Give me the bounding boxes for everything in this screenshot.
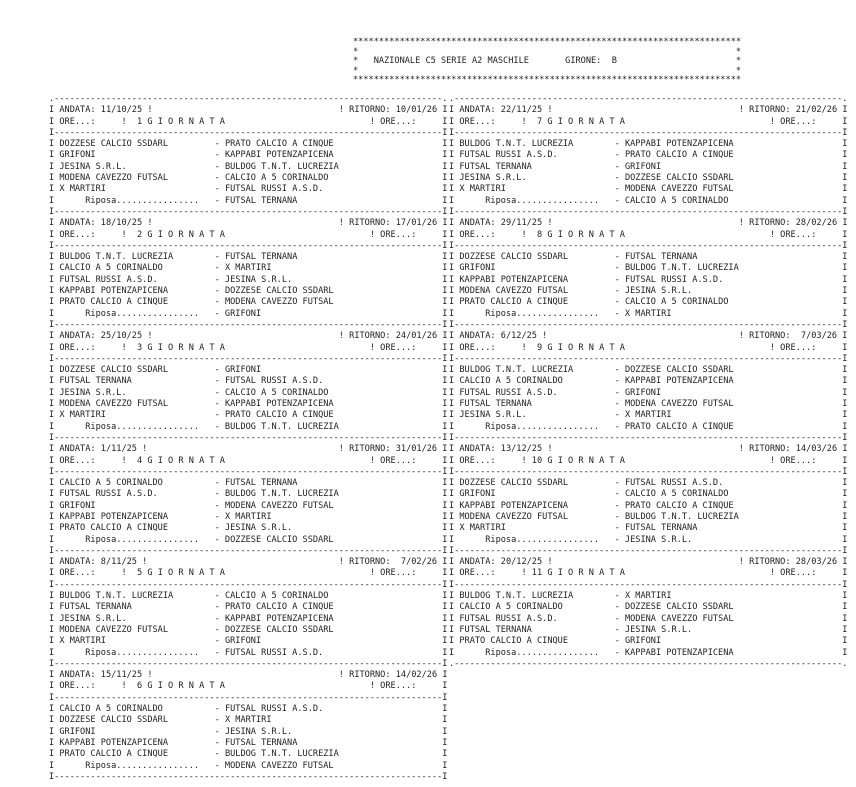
ritorno-date: 17/01/26 <box>395 218 438 229</box>
andata-date: 13/12/25 <box>500 444 543 455</box>
andata-date: 18/10/25 <box>100 218 143 229</box>
andata-label: ANDATA: <box>59 670 96 681</box>
championship-title: NAZIONALE C5 SERIE A2 MASCHILE <box>373 56 529 67</box>
home-team: X MARTIRI <box>459 184 506 195</box>
riposa-label: Riposa................ <box>485 647 600 658</box>
away-team: FUTSAL TERNANA <box>224 478 298 489</box>
ritorno-date: 28/02/26 <box>795 218 838 229</box>
home-team: BULDOG T.N.T. LUCREZIA <box>459 139 574 150</box>
home-team: FUTSAL RUSSI A.S.D. <box>459 387 558 398</box>
girone-label: GIRONE: <box>565 56 602 67</box>
away-team: MODENA CAVEZZO FUTSAL <box>224 297 334 308</box>
home-team: FUTSAL RUSSI A.S.D. <box>459 150 558 161</box>
ritorno-date: 7/02/26 <box>400 557 438 568</box>
andata-date: 29/11/25 <box>500 218 543 229</box>
away-team: DOZZESE CALCIO SSDARL <box>224 624 334 635</box>
away-team: MODENA CAVEZZO FUTSAL <box>224 500 334 511</box>
giornata-word: G I O R N A T A <box>547 342 625 353</box>
away-team: FUTSAL TERNANA <box>624 252 698 263</box>
home-team: CALCIO A 5 CORINALDO <box>459 376 563 387</box>
ore-label: ORE...: <box>459 568 496 579</box>
ritorno-label: RITORNO: <box>349 105 391 116</box>
giornate-column-left: .---------------------------------------------------------------------------. I ANDATA: 11/10/25 ! ! RITORNO: 10/01/26 I I ORE...: ! 1 G I O R N A T A ! ORE...: I I---------------------------------------------------------------------------I I DOZZESE CALCIO SSDARL - PRATO CALCIO A CINQUE I I GRIFONI - KAPPABI POTENZAPICENA I I JESINA S.R.L. - BULDOG T.N.T. LUCREZIA I I MODENA CAVEZZO FUTSAL - CALCIO A 5 CORINALDO I I X MARTIRI - FUTSAL RUSSI A.S.D. I I Riposa................ - FUTSAL TERNANA I I---------------------------------------------------------------------------I I ANDATA: 18/10/25 ! ! RITORNO: 17/01/26 I I ORE...: ! 2 G I O R N A T A ! ORE...: I I---------------------------------------------------------------------------I I BULDOG T.N.T. LUCREZIA - FUTSAL TERNANA I I CALCIO A 5 CORINALDO - X MARTIRI I I FUTSAL RUSSI A.S.D. - JESINA S.R.L. I I KAPPABI POTENZAPICENA - DOZZESE CALCIO SSDARL I I PRATO CALCIO A CINQUE - MODENA CAVEZZO FUTSAL I I Riposa................ - GRIFONI I I---------------------------------------------------------------------------I I ANDATA: 25/10/25 ! ! RITORNO: 24/01/26 I I ORE...: ! 3 G I O R N A T A ! ORE...: I I---------------------------------------------------------------------------I I DOZZESE CALCIO SSDARL - GRIFONI I I FUTSAL TERNANA - FUTSAL RUSSI A.S.D. I I JESINA S.R.L. - CALCIO A 5 CORINALDO I I MODENA CAVEZZO FUTSAL - KAPPABI POTENZAPICENA I I X MARTIRI - PRATO CALCIO A CINQUE I I Riposa................ - BULDOG T.N.T. LUCREZIA I I---------------------------------------------------------------------------I I ANDATA: 1/11/25 ! ! RITORNO: 31/01/26 I I ORE...: ! 4 G I O R N A T A ! ORE...: I I---------------------------------------------------------------------------I I CALCIO A 5 CORINALDO - FUTSAL TERNANA I I FUTSAL RUSSI A.S.D. - BULDOG T.N.T. LUCREZIA I I GRIFONI - MODENA CAVEZZO FUTSAL I I KAPPABI POTENZAPICENA - X MARTIRI I I PRATO CALCIO A CINQUE - JESINA S.R.L. I I Riposa................ - DOZZESE CALCIO SSDARL I I---------------------------------------------------------------------------I I ANDATA: 8/11/25 ! ! RITORNO: 7/02/26 I I ORE...: ! 5 G I O R N A T A ! ORE...: I I---------------------------------------------------------------------------I I BULDOG T.N.T. LUCREZIA - CALCIO A 5 CORINALDO I I FUTSAL TERNANA - PRATO CALCIO A CINQUE I I JESINA S.R.L. - KAPPABI POTENZAPICENA I I MODENA CAVEZZO FUTSAL - DOZZESE CALCIO SSDARL I I X MARTIRI - GRIFONI I I Riposa................ - FUTSAL RUSSI A.S.D. I I---------------------------------------------------------------------------I I ANDATA: 15/11/25 ! ! RITORNO: 14/02/26 I I ORE...: ! 6 G I O R N A T A ! ORE...: I I---------------------------------------------------------------------------I I CALCIO A 5 CORINALDO - FUTSAL RUSSI A.S.D. I I DOZZESE CALCIO SSDARL - X MARTIRI I I GRIFONI - JESINA S.R.L. I I KAPPABI POTENZAPICENA - FUTSAL TERNANA I I PRATO CALCIO A CINQUE - BULDOG T.N.T. LUCREZIA I I Riposa................ - MODENA CAVEZZO FUTSAL I I---------------------------------------------------------------------------I <box>49 94 448 782</box>
giornate-column-right: .---------------------------------------------------------------------------. I ANDATA: 22/11/25 ! ! RITORNO: 21/02/26 I I ORE...: ! 7 G I O R N A T A ! ORE...: I I---------------------------------------------------------------------------I I BULDOG T.N.T. LUCREZIA - KAPPABI POTENZAPICENA I I FUTSAL RUSSI A.S.D. - PRATO CALCIO A CINQUE I I FUTSAL TERNANA - GRIFONI I I JESINA S.R.L. - DOZZESE CALCIO SSDARL I I X MARTIRI - MODENA CAVEZZO FUTSAL I I Riposa................ - CALCIO A 5 CORINALDO I I---------------------------------------------------------------------------I I ANDATA: 29/11/25 ! ! RITORNO: 28/02/26 I I ORE...: ! 8 G I O R N A T A ! ORE...: I I---------------------------------------------------------------------------I I DOZZESE CALCIO SSDARL - FUTSAL TERNANA I I GRIFONI - BULDOG T.N.T. LUCREZIA I I KAPPABI POTENZAPICENA - FUTSAL RUSSI A.S.D. I I MODENA CAVEZZO FUTSAL - JESINA S.R.L. I I PRATO CALCIO A CINQUE - CALCIO A 5 CORINALDO I I Riposa................ - X MARTIRI I I---------------------------------------------------------------------------I I ANDATA: 6/12/25 ! ! RITORNO: 7/03/26 I I ORE...: ! 9 G I O R N A T A ! ORE...: I I---------------------------------------------------------------------------I I BULDOG T.N.T. LUCREZIA - DOZZESE CALCIO SSDARL I I CALCIO A 5 CORINALDO - KAPPABI POTENZAPICENA I I FUTSAL RUSSI A.S.D. - GRIFONI I I FUTSAL TERNANA - MODENA CAVEZZO FUTSAL I I JESINA S.R.L. - X MARTIRI I I Riposa................ - PRATO CALCIO A CINQUE I I---------------------------------------------------------------------------I I ANDATA: 13/12/25 ! ! RITORNO: 14/03/26 I I ORE...: ! 10 G I O R N A T A ! ORE...: I I---------------------------------------------------------------------------I I DOZZESE CALCIO SSDARL - FUTSAL RUSSI A.S.D. I I GRIFONI - CALCIO A 5 CORINALDO I I KAPPABI POTENZAPICENA - PRATO CALCIO A CINQUE I I MODENA CAVEZZO FUTSAL - BULDOG T.N.T. LUCREZIA I I X MARTIRI - FUTSAL TERNANA I I Riposa................ - JESINA S.R.L. I I---------------------------------------------------------------------------I I ANDATA: 20/12/25 ! ! RITORNO: 28/03/26 I I ORE...: ! 11 G I O R N A T A ! ORE...: I I---------------------------------------------------------------------------I I BULDOG T.N.T. LUCREZIA - X MARTIRI I I CALCIO A 5 CORINALDO - DOZZESE CALCIO SSDARL I I FUTSAL RUSSI A.S.D. - MODENA CAVEZZO FUTSAL I I FUTSAL TERNANA - JESINA S.R.L. I I PRATO CALCIO A CINQUE - GRIFONI I I Riposa................ - KAPPABI POTENZAPICENA I .---------------------------------------------------------------------------. <box>449 94 848 669</box>
away-team: GRIFONI <box>224 636 262 647</box>
ore-label: ORE...: <box>380 681 417 692</box>
home-team: CALCIO A 5 CORINALDO <box>59 263 163 274</box>
giornata-word: G I O R N A T A <box>147 342 225 353</box>
ore-label: ORE...: <box>780 455 817 466</box>
ore-label: ORE...: <box>780 116 817 127</box>
andata-date: 8/11/25 <box>100 557 137 568</box>
andata-label: ANDATA: <box>459 218 496 229</box>
riposa-team: KAPPABI POTENZAPICENA <box>624 647 734 658</box>
ritorno-label: RITORNO: <box>749 105 791 116</box>
andata-date: 25/10/25 <box>100 331 143 342</box>
home-team: GRIFONI <box>459 489 496 500</box>
riposa-team: X MARTIRI <box>624 308 672 319</box>
home-team: FUTSAL RUSSI A.S.D. <box>59 489 158 500</box>
ritorno-label: RITORNO: <box>349 557 391 568</box>
away-team: KAPPABI POTENZAPICENA <box>624 376 734 387</box>
ritorno-label: RITORNO: <box>749 444 791 455</box>
ritorno-date: 31/01/26 <box>395 444 438 455</box>
riposa-label: Riposa................ <box>485 195 600 206</box>
riposa-team: BULDOG T.N.T. LUCREZIA <box>224 421 339 432</box>
ritorno-date: 21/02/26 <box>795 105 838 116</box>
away-team: X MARTIRI <box>624 591 672 602</box>
away-team: KAPPABI POTENZAPICENA <box>624 139 734 150</box>
andata-label: ANDATA: <box>59 557 96 568</box>
away-team: DOZZESE CALCIO SSDARL <box>624 365 734 376</box>
ore-label: ORE...: <box>59 568 96 579</box>
ore-label: ORE...: <box>380 455 417 466</box>
andata-date: 6/12/25 <box>500 331 537 342</box>
giornata-word: G I O R N A T A <box>147 229 225 240</box>
ore-label: ORE...: <box>59 116 96 127</box>
away-team: CALCIO A 5 CORINALDO <box>224 387 329 398</box>
giornata-word: G I O R N A T A <box>547 568 625 579</box>
away-team: PRATO CALCIO A CINQUE <box>224 410 334 421</box>
home-team: X MARTIRI <box>59 636 106 647</box>
home-team: DOZZESE CALCIO SSDARL <box>59 365 169 376</box>
giornata-number: 6 <box>131 681 143 692</box>
ore-label: ORE...: <box>380 116 417 127</box>
away-team: BULDOG T.N.T. LUCREZIA <box>624 511 739 522</box>
ore-label: ORE...: <box>459 116 496 127</box>
away-team: BULDOG T.N.T. LUCREZIA <box>224 749 339 760</box>
riposa-label: Riposa................ <box>85 534 200 545</box>
home-team: GRIFONI <box>59 500 96 511</box>
away-team: KAPPABI POTENZAPICENA <box>224 613 334 624</box>
giornata-number: 3 <box>131 342 143 353</box>
riposa-label: Riposa................ <box>85 308 200 319</box>
home-team: FUTSAL TERNANA <box>59 376 132 387</box>
giornata-word: G I O R N A T A <box>147 116 225 127</box>
home-team: CALCIO A 5 CORINALDO <box>59 704 163 715</box>
away-team: GRIFONI <box>624 636 662 647</box>
home-team: GRIFONI <box>59 150 96 161</box>
away-team: GRIFONI <box>624 161 662 172</box>
away-team: JESINA S.R.L. <box>224 523 293 534</box>
home-team: KAPPABI POTENZAPICENA <box>459 500 569 511</box>
giornata-word: G I O R N A T A <box>147 455 225 466</box>
giornata-word: G I O R N A T A <box>547 229 625 240</box>
home-team: FUTSAL RUSSI A.S.D. <box>459 613 558 624</box>
home-team: JESINA S.R.L. <box>459 410 527 421</box>
riposa-team: MODENA CAVEZZO FUTSAL <box>224 760 334 771</box>
away-team: X MARTIRI <box>224 511 272 522</box>
home-team: FUTSAL TERNANA <box>459 161 532 172</box>
home-team: BULDOG T.N.T. LUCREZIA <box>59 252 174 263</box>
home-team: DOZZESE CALCIO SSDARL <box>59 715 169 726</box>
away-team: CALCIO A 5 CORINALDO <box>624 297 729 308</box>
giornata-number: 8 <box>531 229 543 240</box>
home-team: MODENA CAVEZZO FUTSAL <box>459 511 569 522</box>
home-team: FUTSAL TERNANA <box>59 602 132 613</box>
home-team: KAPPABI POTENZAPICENA <box>59 511 169 522</box>
ore-label: ORE...: <box>380 568 417 579</box>
home-team: X MARTIRI <box>59 184 106 195</box>
home-team: JESINA S.R.L. <box>59 161 127 172</box>
home-team: MODENA CAVEZZO FUTSAL <box>59 399 169 410</box>
andata-label: ANDATA: <box>459 331 496 342</box>
riposa-label: Riposa................ <box>485 534 600 545</box>
giornata-word: G I O R N A T A <box>147 681 225 692</box>
ore-label: ORE...: <box>59 229 96 240</box>
ritorno-date: 7/03/26 <box>800 331 838 342</box>
away-team: JESINA S.R.L. <box>624 286 693 297</box>
home-team: MODENA CAVEZZO FUTSAL <box>59 624 169 635</box>
away-team: DOZZESE CALCIO SSDARL <box>624 602 734 613</box>
home-team: X MARTIRI <box>459 523 506 534</box>
away-team: KAPPABI POTENZAPICENA <box>224 399 334 410</box>
away-team: CALCIO A 5 CORINALDO <box>224 591 329 602</box>
andata-label: ANDATA: <box>59 444 96 455</box>
riposa-label: Riposa................ <box>485 308 600 319</box>
away-team: BULDOG T.N.T. LUCREZIA <box>624 263 739 274</box>
home-team: KAPPABI POTENZAPICENA <box>59 737 169 748</box>
ritorno-date: 24/01/26 <box>395 331 438 342</box>
away-team: DOZZESE CALCIO SSDARL <box>624 173 734 184</box>
home-team: PRATO CALCIO A CINQUE <box>459 636 569 647</box>
away-team: FUTSAL RUSSI A.S.D. <box>224 184 324 195</box>
andata-label: ANDATA: <box>59 331 96 342</box>
home-team: KAPPABI POTENZAPICENA <box>59 286 169 297</box>
away-team: GRIFONI <box>624 387 662 398</box>
home-team: KAPPABI POTENZAPICENA <box>459 274 569 285</box>
home-team: JESINA S.R.L. <box>59 613 127 624</box>
ore-label: ORE...: <box>459 229 496 240</box>
away-team: X MARTIRI <box>624 410 672 421</box>
ore-label: ORE...: <box>59 455 96 466</box>
giornata-number: 10 <box>531 455 543 466</box>
andata-label: ANDATA: <box>459 105 496 116</box>
riposa-team: FUTSAL TERNANA <box>224 195 298 206</box>
andata-label: ANDATA: <box>59 105 96 116</box>
away-team: X MARTIRI <box>224 263 272 274</box>
away-team: X MARTIRI <box>224 715 272 726</box>
ritorno-label: RITORNO: <box>349 444 391 455</box>
riposa-team: DOZZESE CALCIO SSDARL <box>224 534 334 545</box>
giornata-word: G I O R N A T A <box>547 455 625 466</box>
andata-label: ANDATA: <box>459 557 496 568</box>
away-team: MODENA CAVEZZO FUTSAL <box>624 184 734 195</box>
riposa-label: Riposa................ <box>485 421 600 432</box>
away-team: CALCIO A 5 CORINALDO <box>224 173 329 184</box>
calendar-header: *************************************************************************** * * * NAZIONALE C5 SERIE A2 MASCHILE GIRONE: B * * * *************************************************************************** <box>353 37 742 86</box>
ore-label: ORE...: <box>780 568 817 579</box>
giornata-number: 1 <box>131 116 143 127</box>
home-team: PRATO CALCIO A CINQUE <box>59 297 169 308</box>
home-team: GRIFONI <box>459 263 496 274</box>
andata-date: 11/10/25 <box>100 105 143 116</box>
home-team: JESINA S.R.L. <box>459 173 527 184</box>
home-team: FUTSAL TERNANA <box>459 399 532 410</box>
away-team: FUTSAL RUSSI A.S.D. <box>224 704 324 715</box>
away-team: JESINA S.R.L. <box>624 624 693 635</box>
giornata-number: 4 <box>131 455 143 466</box>
andata-date: 20/12/25 <box>500 557 543 568</box>
ritorno-date: 14/03/26 <box>795 444 838 455</box>
giornata-number: 11 <box>531 568 543 579</box>
away-team: BULDOG T.N.T. LUCREZIA <box>224 161 339 172</box>
away-team: GRIFONI <box>224 365 262 376</box>
riposa-label: Riposa................ <box>85 760 200 771</box>
riposa-label: Riposa................ <box>85 195 200 206</box>
home-team: PRATO CALCIO A CINQUE <box>59 523 169 534</box>
riposa-label: Riposa................ <box>85 421 200 432</box>
away-team: MODENA CAVEZZO FUTSAL <box>624 613 734 624</box>
ritorno-label: RITORNO: <box>349 331 391 342</box>
away-team: JESINA S.R.L. <box>224 726 293 737</box>
giornata-number: 5 <box>131 568 143 579</box>
ore-label: ORE...: <box>780 229 817 240</box>
riposa-team: GRIFONI <box>224 308 262 319</box>
away-team: PRATO CALCIO A CINQUE <box>224 139 334 150</box>
andata-date: 22/11/25 <box>500 105 543 116</box>
ritorno-label: RITORNO: <box>749 331 791 342</box>
girone-value: B <box>611 56 617 67</box>
ore-label: ORE...: <box>59 342 96 353</box>
away-team: MODENA CAVEZZO FUTSAL <box>624 399 734 410</box>
away-team: PRATO CALCIO A CINQUE <box>624 500 734 511</box>
away-team: FUTSAL TERNANA <box>624 523 698 534</box>
giornata-number: 7 <box>531 116 543 127</box>
ore-label: ORE...: <box>380 342 417 353</box>
andata-label: ANDATA: <box>459 444 496 455</box>
home-team: PRATO CALCIO A CINQUE <box>459 297 569 308</box>
home-team: X MARTIRI <box>59 410 106 421</box>
home-team: BULDOG T.N.T. LUCREZIA <box>459 365 574 376</box>
ore-label: ORE...: <box>780 342 817 353</box>
andata-date: 1/11/25 <box>100 444 137 455</box>
andata-date: 15/11/25 <box>100 670 143 681</box>
ritorno-label: RITORNO: <box>349 670 391 681</box>
away-team: FUTSAL RUSSI A.S.D. <box>224 376 324 387</box>
home-team: BULDOG T.N.T. LUCREZIA <box>459 591 574 602</box>
ritorno-label: RITORNO: <box>349 218 391 229</box>
home-team: FUTSAL TERNANA <box>459 624 532 635</box>
away-team: PRATO CALCIO A CINQUE <box>624 150 734 161</box>
away-team: BULDOG T.N.T. LUCREZIA <box>224 489 339 500</box>
ore-label: ORE...: <box>59 681 96 692</box>
ore-label: ORE...: <box>459 342 496 353</box>
away-team: FUTSAL RUSSI A.S.D. <box>624 274 724 285</box>
home-team: DOZZESE CALCIO SSDARL <box>59 139 169 150</box>
home-team: CALCIO A 5 CORINALDO <box>459 602 563 613</box>
ritorno-date: 28/03/26 <box>795 557 838 568</box>
home-team: FUTSAL RUSSI A.S.D. <box>59 274 158 285</box>
away-team: DOZZESE CALCIO SSDARL <box>224 286 334 297</box>
home-team: JESINA S.R.L. <box>59 387 127 398</box>
riposa-team: CALCIO A 5 CORINALDO <box>624 195 729 206</box>
away-team: FUTSAL TERNANA <box>224 737 298 748</box>
ore-label: ORE...: <box>459 455 496 466</box>
home-team: MODENA CAVEZZO FUTSAL <box>459 286 569 297</box>
home-team: DOZZESE CALCIO SSDARL <box>459 252 569 263</box>
away-team: KAPPABI POTENZAPICENA <box>224 150 334 161</box>
riposa-team: JESINA S.R.L. <box>624 534 693 545</box>
riposa-team: FUTSAL RUSSI A.S.D. <box>224 647 324 658</box>
ritorno-date: 10/01/26 <box>395 105 438 116</box>
ritorno-label: RITORNO: <box>749 218 791 229</box>
away-team: PRATO CALCIO A CINQUE <box>224 602 334 613</box>
away-team: FUTSAL RUSSI A.S.D. <box>624 478 724 489</box>
giornata-word: G I O R N A T A <box>547 116 625 127</box>
ore-label: ORE...: <box>380 229 417 240</box>
home-team: CALCIO A 5 CORINALDO <box>59 478 163 489</box>
away-team: CALCIO A 5 CORINALDO <box>624 489 729 500</box>
giornata-number: 9 <box>531 342 543 353</box>
giornata-word: G I O R N A T A <box>147 568 225 579</box>
away-team: FUTSAL TERNANA <box>224 252 298 263</box>
giornata-number: 2 <box>131 229 143 240</box>
ritorno-label: RITORNO: <box>749 557 791 568</box>
riposa-label: Riposa................ <box>85 647 200 658</box>
andata-label: ANDATA: <box>59 218 96 229</box>
away-team: JESINA S.R.L. <box>224 274 293 285</box>
ritorno-date: 14/02/26 <box>395 670 438 681</box>
home-team: MODENA CAVEZZO FUTSAL <box>59 173 169 184</box>
home-team: PRATO CALCIO A CINQUE <box>59 749 169 760</box>
home-team: BULDOG T.N.T. LUCREZIA <box>59 591 174 602</box>
riposa-team: PRATO CALCIO A CINQUE <box>624 421 734 432</box>
home-team: DOZZESE CALCIO SSDARL <box>459 478 569 489</box>
home-team: GRIFONI <box>59 726 96 737</box>
